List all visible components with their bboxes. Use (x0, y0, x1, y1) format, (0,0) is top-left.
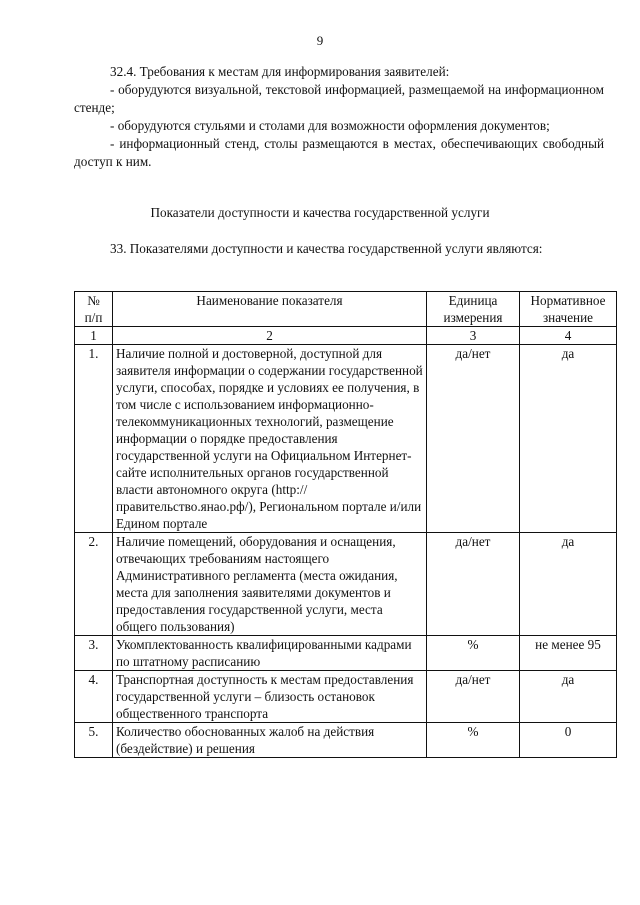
table-row (75, 723, 617, 758)
section-33-text: 33. Показателями доступности и качества государственной услуги являются: (110, 241, 543, 256)
table-row (75, 636, 617, 671)
table-colnum-row (75, 327, 617, 345)
header-unit: Единица измерения (427, 292, 520, 327)
header-num: № п/п (75, 292, 113, 327)
section-32-4 (74, 63, 604, 171)
row-unit: % (427, 636, 520, 671)
row-name: Количество обоснованных жалоб на действия (бездействие) и решения (113, 723, 427, 758)
colnum-1: 1 (75, 327, 113, 345)
indicators-table (74, 291, 617, 758)
colnum-3: 3 (427, 327, 520, 345)
row-value: да (520, 533, 617, 636)
table-row (75, 671, 617, 723)
row-value: 0 (520, 723, 617, 758)
row-unit: да/нет (427, 671, 520, 723)
row-num: 2. (75, 533, 113, 636)
row-value: да (520, 345, 617, 533)
row-name: Наличие помещений, оборудования и оснащения, отвечающих требованиям настоящего Административного регламента (места ожидания, места для заполнения заявителями документов и предоставления государственной услуги, места общего пользования) (113, 533, 427, 636)
row-name: Наличие полной и достоверной, доступной для заявителя информации о содержании государственной услуги, способах, порядке и условиях ее получения, в том числе с использованием информационно-телекоммуникационных технологий, размещение информации о порядке предоставления государственной услуги на Официальном Интернет-сайте исполнительных органов государственной власти автономного округа (http://правительство.янао.рф/), Региональном портале и/или Едином портале (113, 345, 427, 533)
section-33 (74, 240, 604, 258)
header-value: Нормативное значение (520, 292, 617, 327)
row-value: не менее 95 (520, 636, 617, 671)
table-row (75, 345, 617, 533)
table-header-row (75, 292, 617, 327)
row-num: 4. (75, 671, 113, 723)
section-heading: Показатели доступности и качества государственной услуги (150, 205, 490, 220)
section-32-4-item-3: - информационный стенд, столы размещаются в местах, обеспечивающих свободный доступ к ним. (74, 136, 604, 169)
row-name: Транспортная доступность к местам предоставления государственной услуги – близость остановок общественного транспорта (113, 671, 427, 723)
row-unit: % (427, 723, 520, 758)
row-num: 1. (75, 345, 113, 533)
section-32-4-item-1: - оборудуются визуальной, текстовой информацией, размещаемой на информационном стенде; (74, 82, 604, 115)
header-name: Наименование показателя (113, 292, 427, 327)
row-value: да (520, 671, 617, 723)
section-32-4-title: 32.4. Требования к местам для информирования заявителей: (110, 64, 450, 79)
page-number: 9 (316, 33, 324, 48)
row-unit: да/нет (427, 533, 520, 636)
table-row (75, 533, 617, 636)
row-num: 5. (75, 723, 113, 758)
row-num: 3. (75, 636, 113, 671)
row-name: Укомплектованность квалифицированными кадрами по штатному расписанию (113, 636, 427, 671)
colnum-2: 2 (113, 327, 427, 345)
row-unit: да/нет (427, 345, 520, 533)
colnum-4: 4 (520, 327, 617, 345)
section-32-4-item-2: - оборудуются стульями и столами для возможности оформления документов; (110, 118, 550, 133)
